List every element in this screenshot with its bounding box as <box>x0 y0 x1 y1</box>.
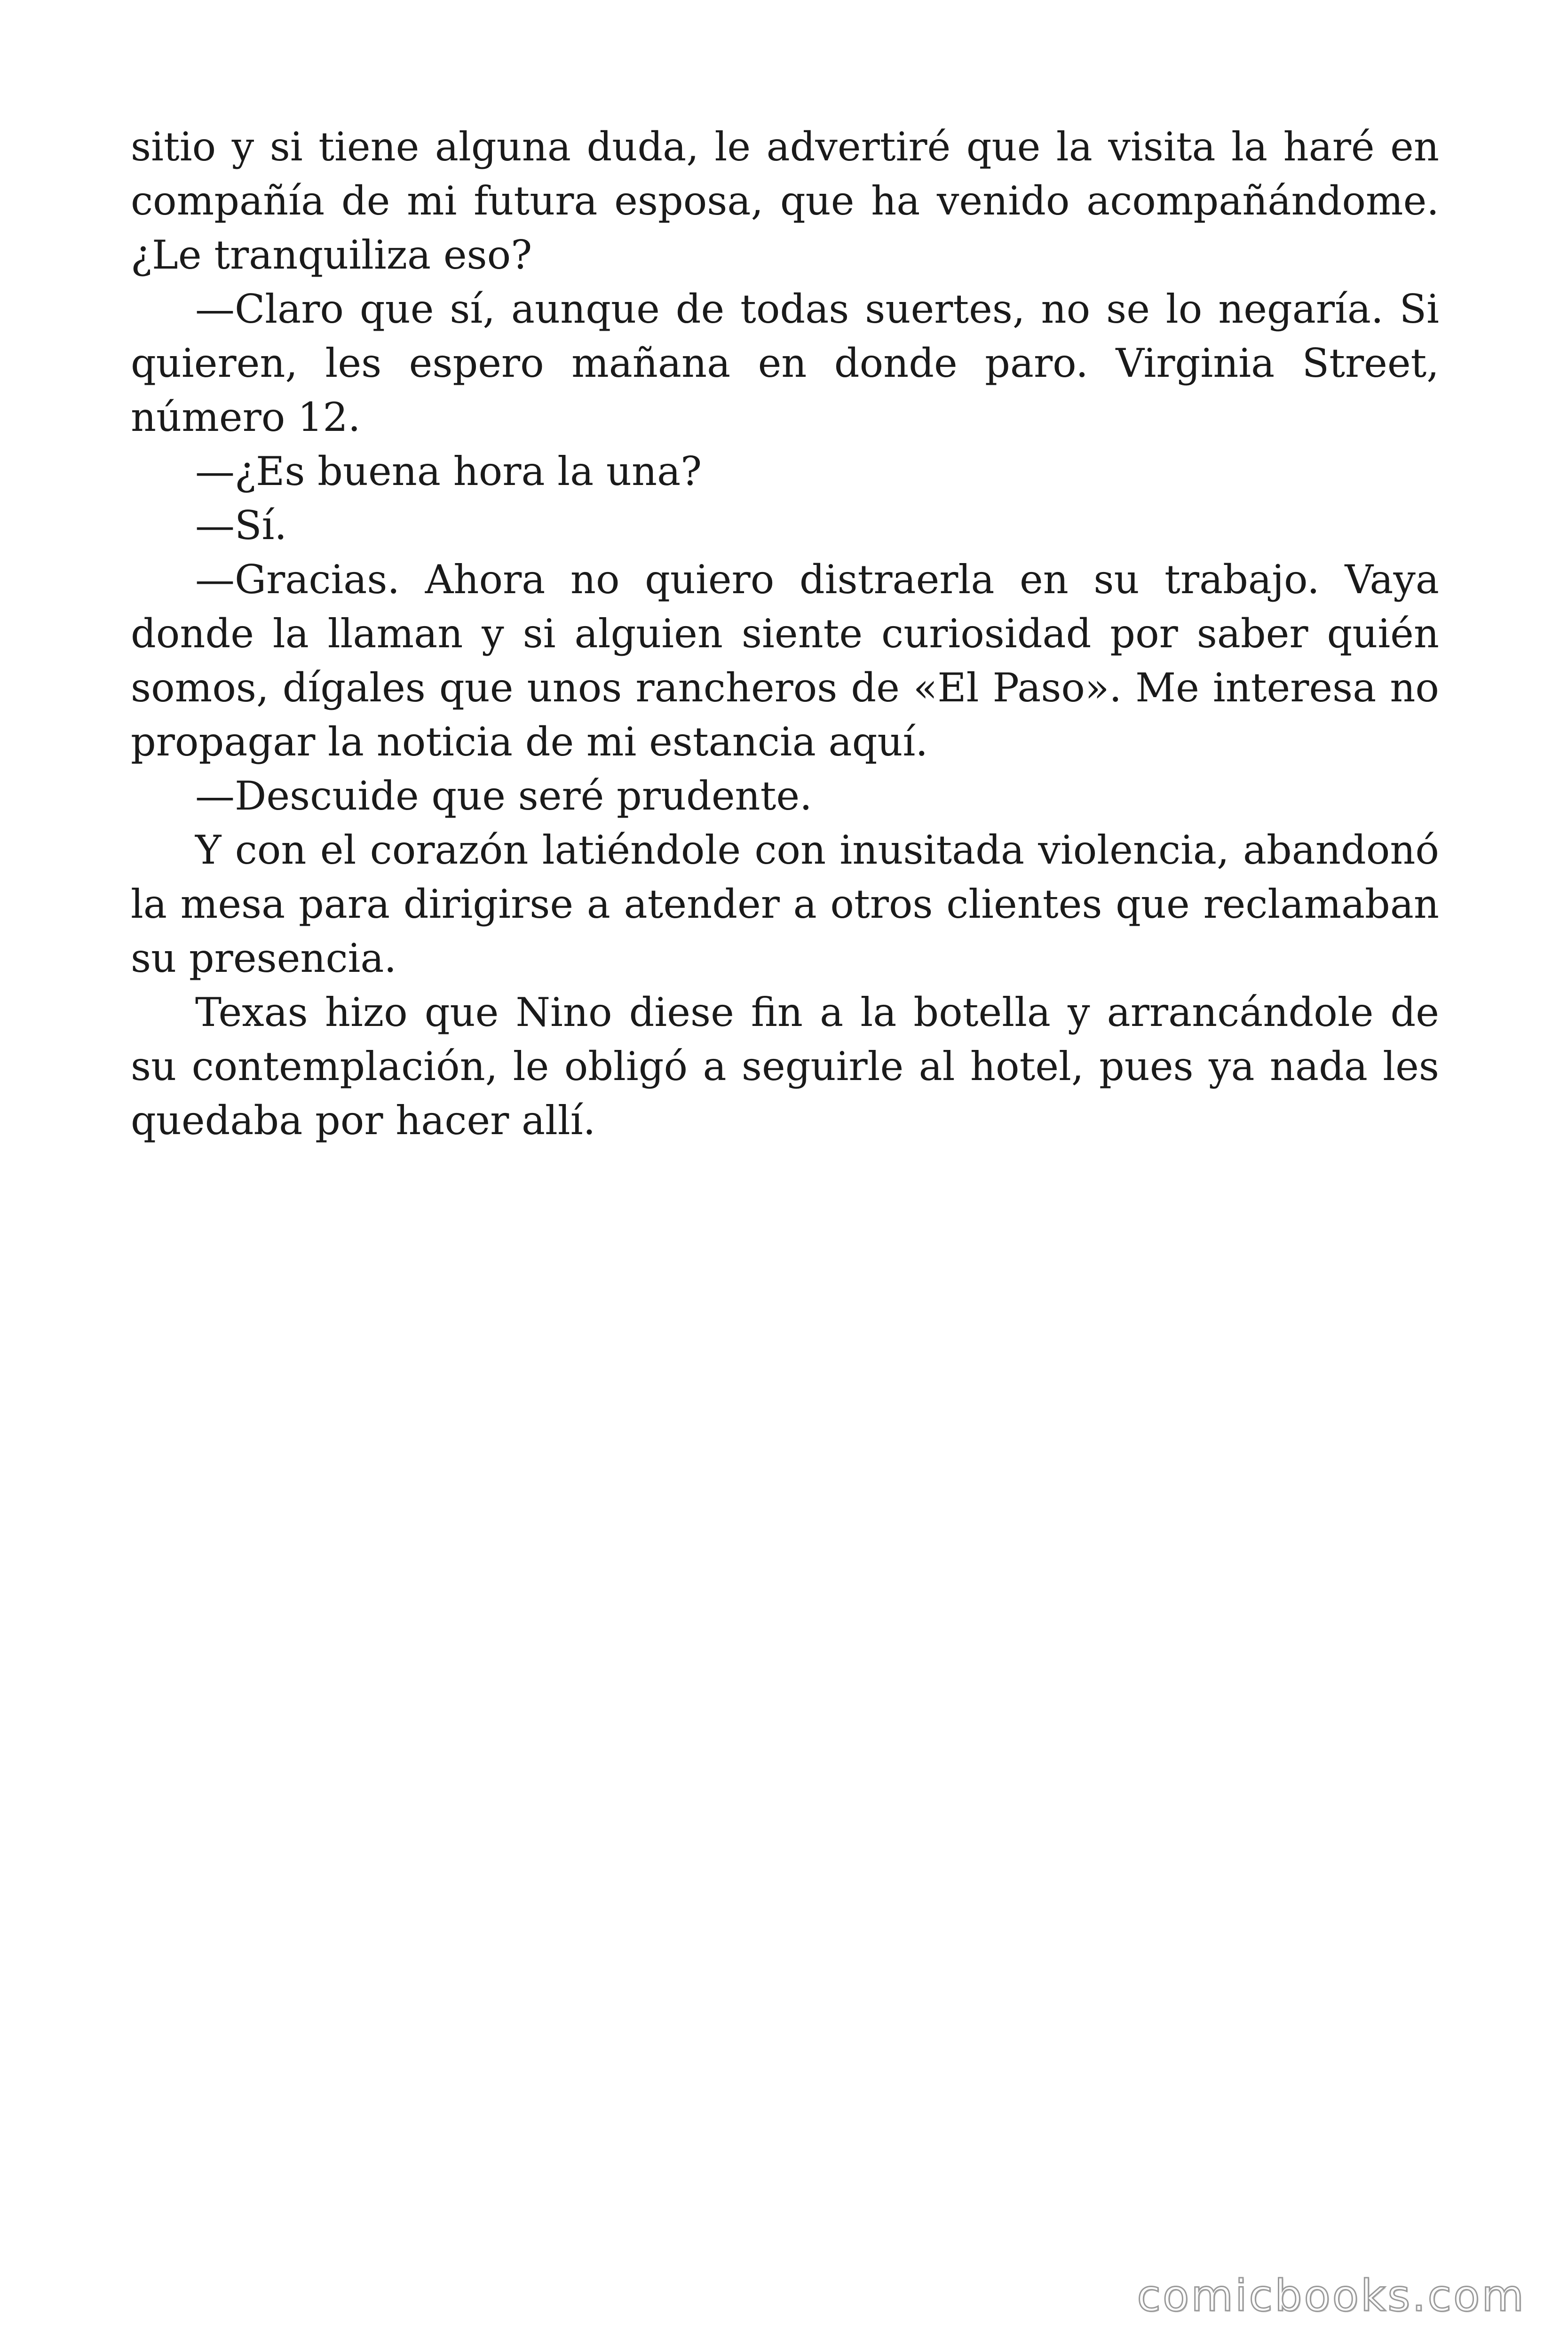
paragraph-3: —¿Es buena hora la una? <box>195 448 702 494</box>
paragraph-1: sitio y si tiene alguna duda, le advertiré que la visita la haré en compañía de mi futura esposa, que ha venido acompañándome. ¿Le tranquiliza eso? <box>131 124 1439 278</box>
paragraph-7: Y con el corazón latiéndole con inusitada violencia, abandonó la mesa para dirigirse a atender a otros clientes que reclamaban su presencia. <box>131 827 1439 981</box>
paragraph-8: Texas hizo que Nino diese fin a la botella y arrancándole de su contemplación, le obligó a seguirle al hotel, pues ya nada les quedaba por hacer allí. <box>131 989 1439 1144</box>
body-text <box>131 120 1439 1148</box>
watermark: comicbooks.com <box>1137 2271 1526 2321</box>
paragraph-6: —Descuide que seré prudente. <box>195 773 812 819</box>
paragraph-5: —Gracias. Ahora no quiero distraerla en su trabajo. Vaya donde la llaman y si alguien siente curiosidad por saber quién somos, dígales que unos rancheros de «El Paso». Me interesa no propagar la noticia de mi estancia aquí. <box>131 556 1439 765</box>
paragraph-2: —Claro que sí, aunque de todas suertes, no se lo negaría. Si quieren, les espero mañana en donde paro. Virginia Street, número 12. <box>131 286 1439 440</box>
paragraph-4: —Sí. <box>195 502 287 548</box>
